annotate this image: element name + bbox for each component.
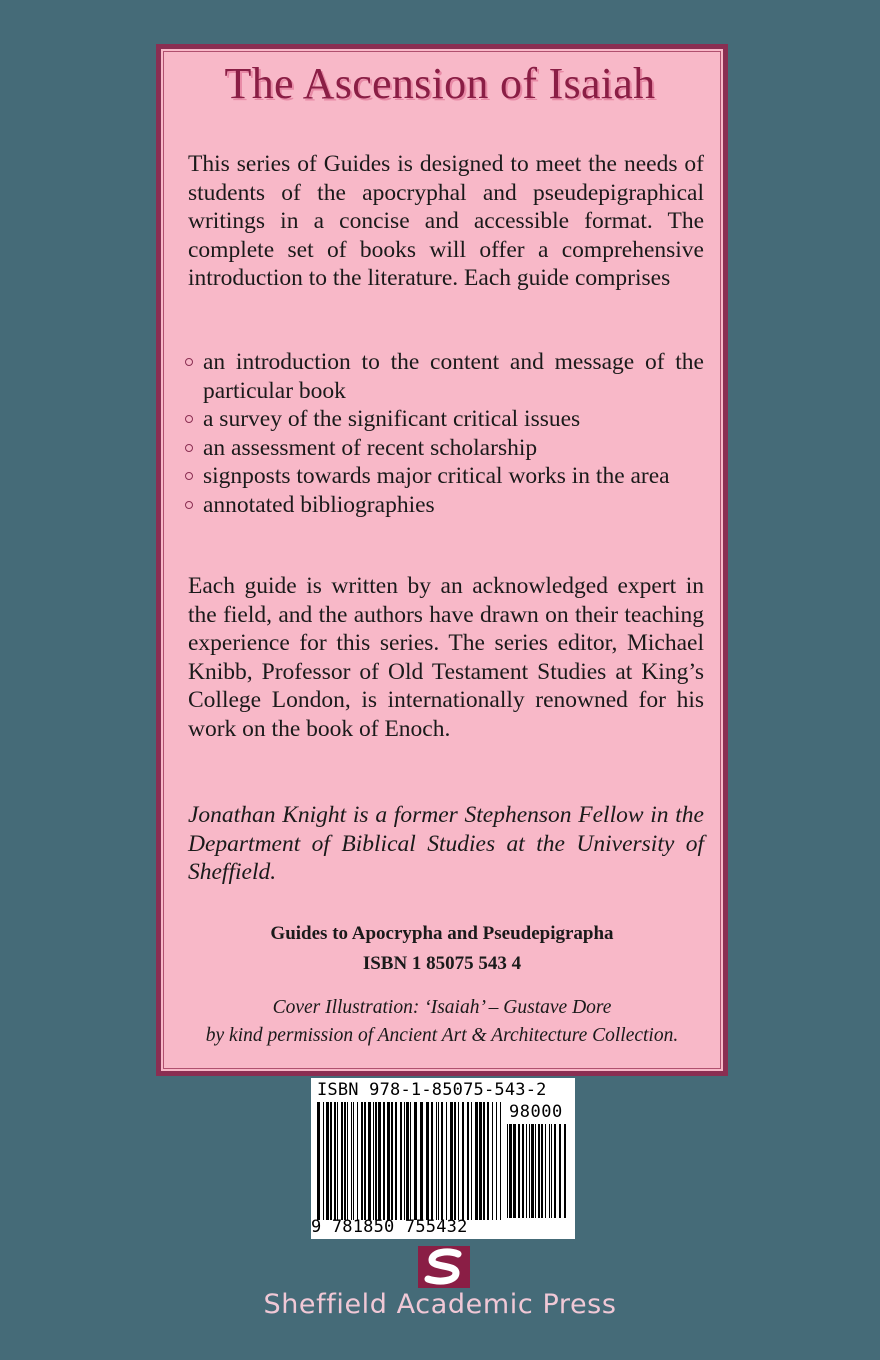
cover-credit-line: by kind permission of Ancient Art & Architecture Collection.	[205, 1025, 679, 1046]
contents-list	[188, 348, 704, 520]
bullet-icon	[185, 444, 193, 452]
author-note: Jonathan Knight is a former Stephenson Fellow in the Department of Biblical Studies at the University of Sheffield.	[188, 802, 704, 886]
publisher-logo	[418, 1246, 470, 1288]
series-name: Guides to Apocrypha and Pseudepigrapha	[270, 923, 614, 944]
cover-credit-line: Cover Illustration: ‘Isaiah’ – Gustave Dore	[272, 997, 612, 1018]
series-info	[156, 919, 728, 979]
book-title: The Ascension of Isaiah	[224, 59, 656, 108]
intro-paragraph: This series of Guides is designed to meet the needs of students of the apocryphal and pseudepigraphical writings in a concise and accessible format. The complete set of books will offer a comprehensive introduction to the literature. Each guide comprises	[188, 151, 704, 292]
ean-barcode	[317, 1102, 501, 1220]
list-item: an assessment of recent scholarship	[188, 434, 704, 463]
bullet-icon	[185, 358, 193, 366]
price-code: 98000	[509, 1102, 563, 1122]
list-item: an introduction to the content and message of the particular book	[188, 348, 704, 405]
isbn-short: ISBN 1 85075 543 4	[362, 953, 522, 974]
list-item: annotated bibliographies	[188, 491, 704, 520]
list-item: signposts towards major critical works in the area	[188, 462, 704, 491]
list-item: a survey of the significant critical issues	[188, 405, 704, 434]
barcode-label	[311, 1078, 575, 1239]
bullet-icon	[185, 415, 193, 423]
bullet-icon	[185, 472, 193, 480]
publisher-name: Sheffield Academic Press	[263, 1289, 617, 1320]
bullet-icon	[185, 501, 193, 509]
ean-digits: 9 781850 755432	[311, 1217, 468, 1237]
cover-credit	[156, 994, 728, 1050]
barcode-isbn: ISBN 978-1-85075-543-2	[317, 1080, 547, 1100]
series-description: Each guide is written by an acknowledged expert in the field, and the authors have drawn on their teaching experience for this series. The series editor, Michael Knibb, Professor of Old Testament Studies at King’s College London, is internationally renowned for his work on the book of Enoch.	[188, 573, 704, 742]
addon-barcode	[507, 1124, 569, 1218]
